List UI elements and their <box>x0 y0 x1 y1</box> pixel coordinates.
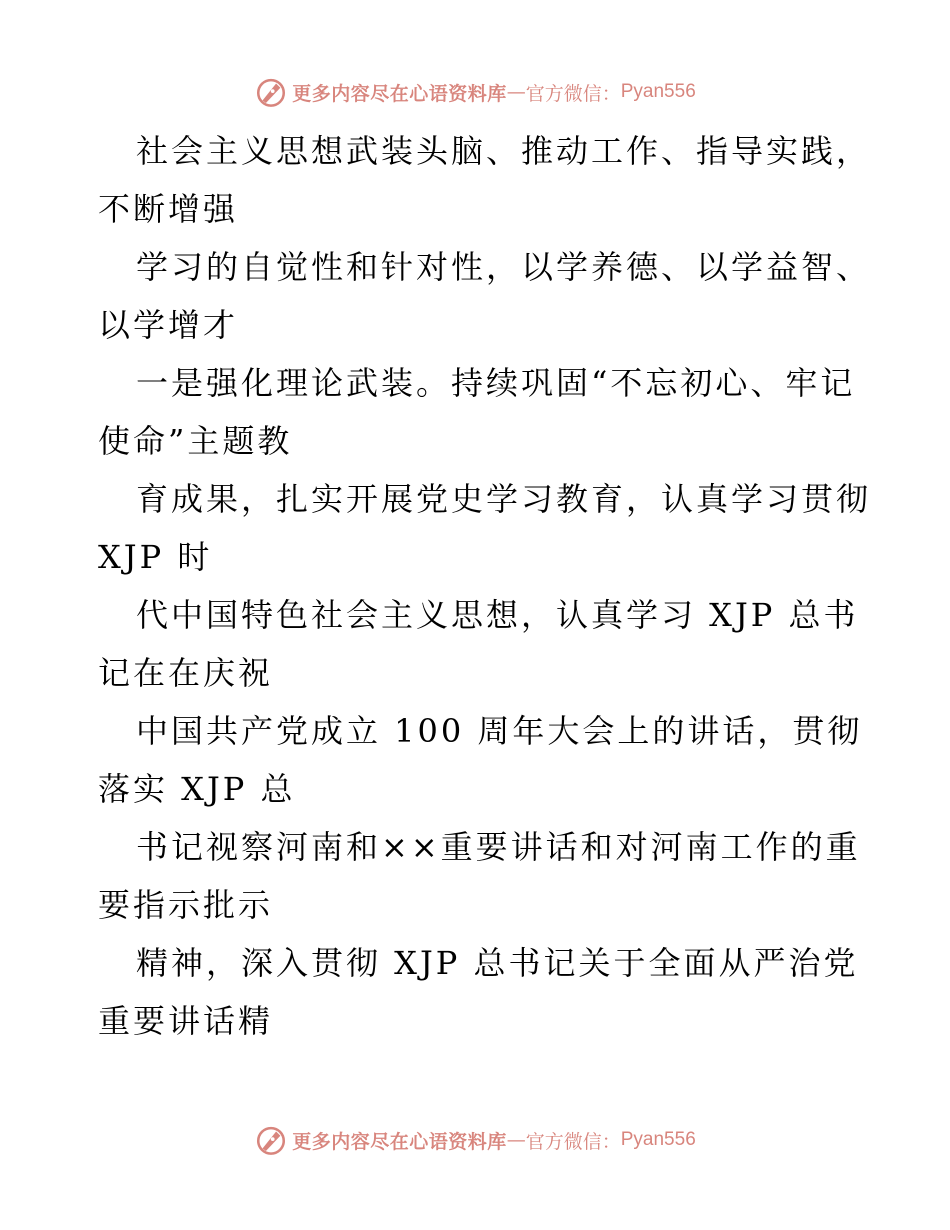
watermark-wechat-label: 官方微信： <box>525 1130 621 1153</box>
body-line-13: 书记视察河南和××重要讲话和对河南工作的重 <box>136 828 861 866</box>
body-line-11: 中国共产党成立 100 周年大会上的讲话，贯彻 <box>136 712 863 750</box>
pen-nib-circle-icon <box>254 75 288 109</box>
body-line-14: 要指示批示 <box>98 886 274 924</box>
body-line-12: 落实 XJP 总 <box>98 770 296 808</box>
watermark-wechat-id: Pyan556 <box>620 81 696 102</box>
watermark-dash: — <box>506 81 526 103</box>
body-line-7: 育成果，扎实开展党史学习教育，认真学习贯彻 <box>136 480 872 518</box>
body-line-1: 社会主义思想武装头脑、推动工作、指导实践， <box>136 132 872 170</box>
body-line-2: 不断增强 <box>98 190 239 228</box>
pen-nib-circle-icon <box>254 1123 288 1157</box>
body-line-4: 以学增才 <box>98 306 239 344</box>
watermark-brand-text: 更多内容尽在心语资料库 <box>292 82 507 105</box>
body-line-6: 使命”主题教 <box>98 422 293 460</box>
watermark-wechat-label: 官方微信： <box>525 82 621 105</box>
body-line-16: 重要讲话精 <box>98 1002 274 1040</box>
watermark-dash: — <box>506 1129 526 1151</box>
body-line-15: 精神，深入贯彻 XJP 总书记关于全面从严治党 <box>136 944 859 982</box>
watermark-brand-text: 更多内容尽在心语资料库 <box>292 1130 507 1153</box>
body-line-8: XJP 时 <box>98 538 213 576</box>
watermark-wechat-id: Pyan556 <box>620 1129 696 1150</box>
body-line-3: 学习的自觉性和针对性，以学养德、以学益智、 <box>136 248 872 286</box>
document-body <box>98 122 872 1050</box>
footer-watermark <box>0 1120 950 1160</box>
body-line-9: 代中国特色社会主义思想，认真学习 XJP 总书 <box>136 596 859 634</box>
body-line-10: 记在在庆祝 <box>98 654 274 692</box>
header-watermark <box>0 72 950 112</box>
body-line-5: 一是强化理论武装。持续巩固“不忘初心、牢记 <box>136 364 856 402</box>
